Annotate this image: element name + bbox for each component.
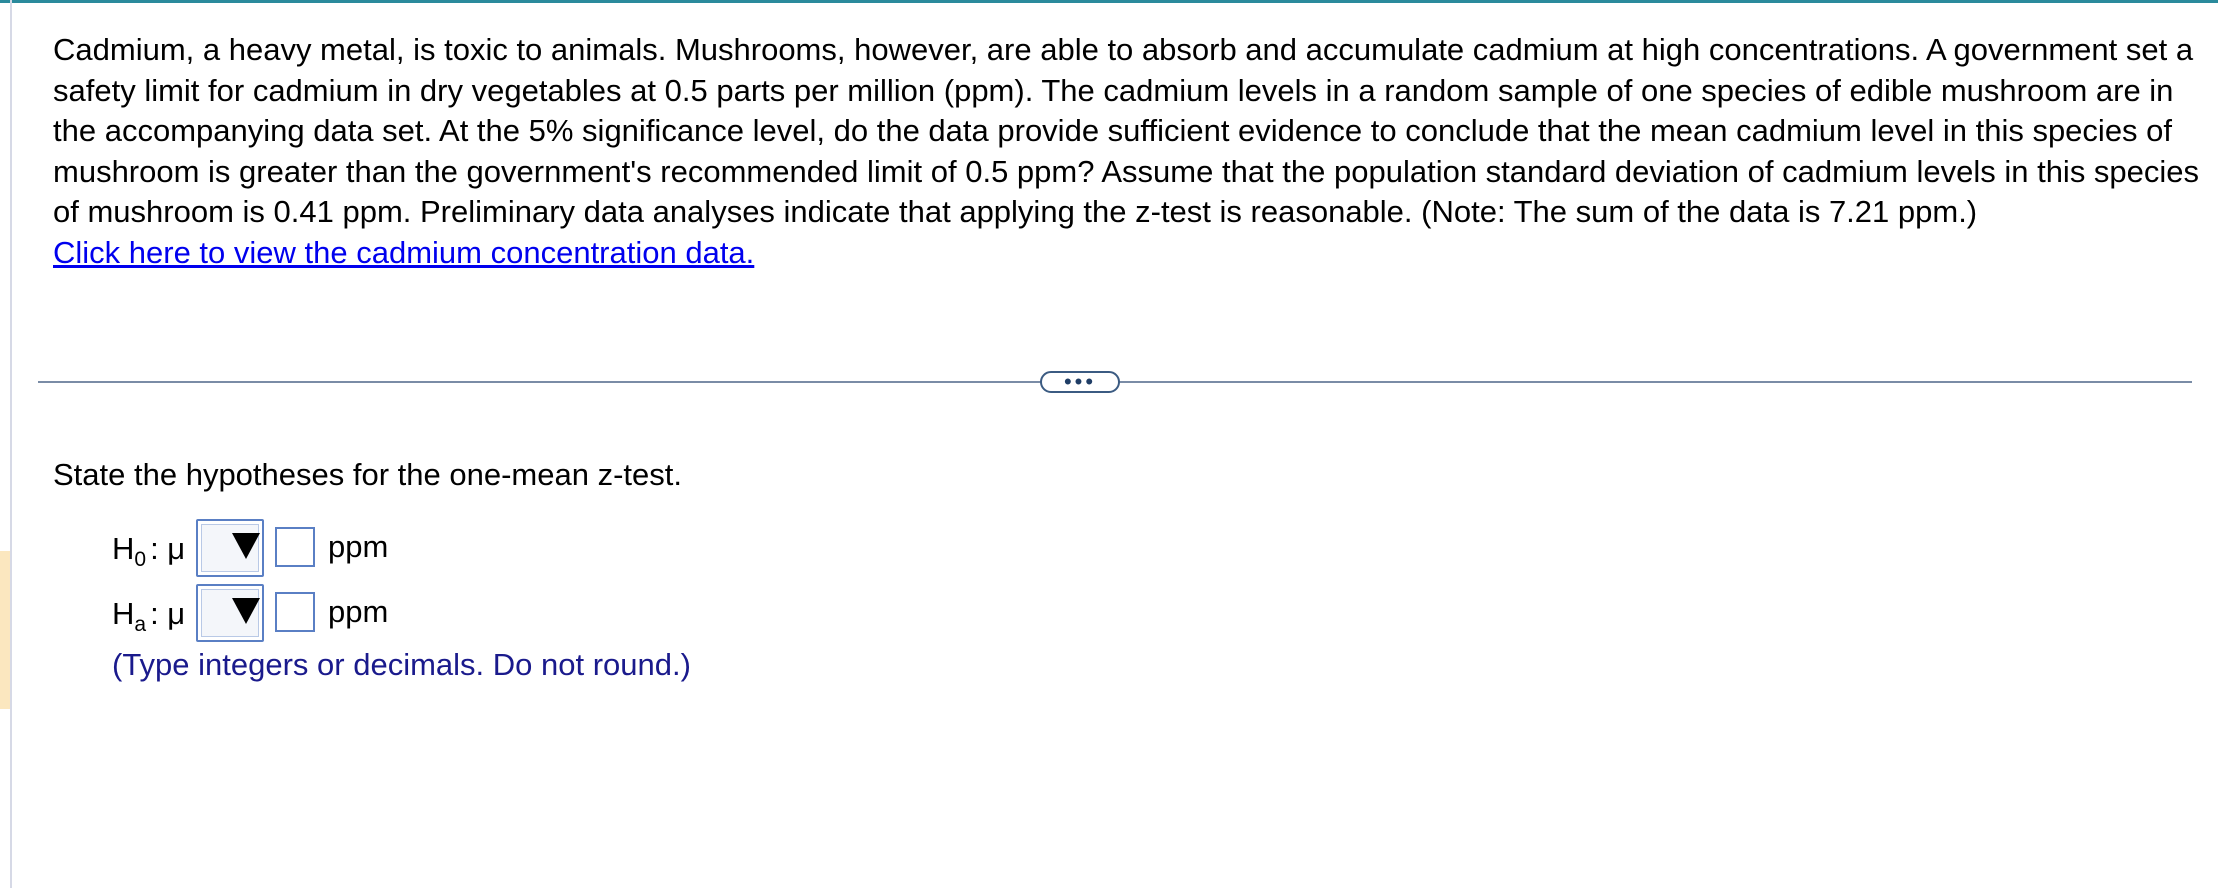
triangle-down-icon: [232, 598, 260, 624]
answer-instruction: (Type integers or decimals. Do not round.): [112, 647, 691, 682]
alternative-value-input[interactable]: [275, 592, 315, 632]
null-hypothesis-row: [112, 519, 612, 577]
top-border: [0, 0, 2218, 3]
left-border: [10, 0, 12, 888]
view-data-link[interactable]: Click here to view the cadmium concentration data.: [53, 234, 755, 270]
null-unit-label: ppm: [328, 529, 389, 564]
question-block: [53, 30, 2203, 273]
null-operator-dropdown[interactable]: [196, 519, 264, 577]
alternative-hypothesis-label: $H_a$ : μ: [112, 596, 186, 636]
question-text: Cadmium, a heavy metal, is toxic to animals. Mushrooms, however, are able to absorb and accumulate cadmium at high concentrations. A government set a safety limit for cadmium in dry vegetables at 0.5 parts per million (ppm). The cadmium levels in a random sample of one species of edible mushroom are in the accompanying data set. At the 5% significance level, do the data provide sufficient evidence to conclude that the mean cadmium level in this species of mushroom is greater than the government's recommended limit of 0.5 ppm? Assume that the population standard deviation of cadmium levels in this species of mushroom is 0.41 ppm. Preliminary data analyses indicate that applying the z-test is reasonable. (Note: The sum of the data is 7.21 ppm.): [53, 32, 2200, 229]
alternative-hypothesis-row: [112, 584, 612, 642]
ellipsis-icon: •••: [1063, 369, 1097, 394]
part-prompt: State the hypotheses for the one-mean z-test.: [53, 457, 682, 492]
null-value-input[interactable]: [275, 527, 315, 567]
triangle-down-icon: [232, 533, 260, 559]
alternative-operator-dropdown[interactable]: [196, 584, 264, 642]
expand-button[interactable]: [1040, 371, 1120, 393]
alternative-unit-label: ppm: [328, 594, 389, 629]
side-tab[interactable]: [0, 551, 10, 709]
null-hypothesis-label: $H_0$ : μ: [112, 531, 186, 571]
